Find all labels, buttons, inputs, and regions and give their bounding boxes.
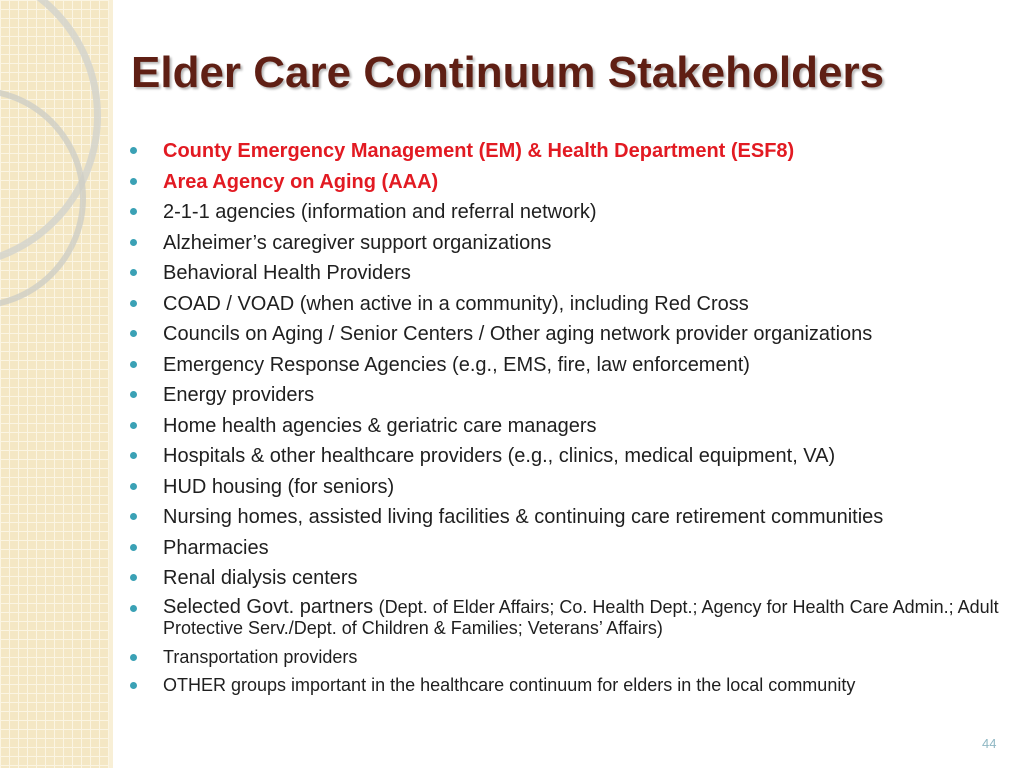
decorative-side-panel: [0, 0, 113, 768]
bullet-icon: [130, 682, 137, 689]
bullet-icon: [130, 208, 137, 215]
list-item-text: OTHER groups important in the healthcare continuum for elders in the local community: [163, 675, 856, 695]
list-item: [130, 322, 1010, 346]
list-item-text: Pharmacies: [163, 536, 269, 559]
list-item-text: HUD housing (for seniors): [163, 475, 395, 498]
list-item: [130, 646, 1010, 668]
list-item: [130, 536, 1010, 560]
side-panel-edge: [109, 0, 113, 768]
list-item: [130, 674, 1010, 696]
bullet-icon: [130, 178, 137, 185]
list-item-text: Nursing homes, assisted living facilities & continuing care retirement communities: [163, 506, 884, 528]
list-item-text: Councils on Aging / Senior Centers / Other aging network provider organizations: [163, 323, 873, 345]
list-item-detail: (Dept. of Elder Affairs; Co. Health Dept.; Agency for Health Care Admin.; Adult Protective Serv./Dept. of Children & Families; Veterans’ Affairs): [163, 596, 999, 638]
list-item: [130, 353, 1010, 377]
page-number: 44: [982, 736, 997, 751]
bullet-icon: [130, 269, 137, 276]
bullet-icon: [130, 330, 137, 337]
bullet-icon: [130, 605, 137, 612]
list-item-text: Renal dialysis centers: [163, 567, 358, 589]
list-item: [130, 231, 1010, 255]
list-item-text: 2-1-1 agencies (information and referral network): [163, 201, 597, 223]
list-item: [130, 139, 1010, 163]
list-item-text: COAD / VOAD (when active in a community), including Red Cross: [163, 292, 749, 315]
bullet-icon: [130, 574, 137, 581]
slide-title: Elder Care Continuum Stakeholders: [131, 48, 885, 97]
bullet-icon: [130, 391, 137, 398]
list-item-text: Transportation providers: [163, 646, 358, 667]
list-item: [130, 170, 1010, 194]
list-item-text: County Emergency Management (EM) & Health Department (ESF8): [163, 140, 795, 162]
list-item: [130, 444, 1010, 468]
bullet-icon: [130, 361, 137, 368]
bullet-icon: [130, 300, 137, 307]
bullet-icon: [130, 513, 137, 520]
bullet-icon: [130, 147, 137, 154]
list-item: [130, 292, 1010, 316]
bullet-icon: [130, 654, 137, 661]
list-item-text: Hospitals & other healthcare providers (e.g., clinics, medical equipment, VA): [163, 445, 836, 467]
list-item: [130, 566, 1010, 590]
list-item-text: Alzheimer’s caregiver support organizations: [163, 231, 552, 254]
bullet-icon: [130, 452, 137, 459]
stakeholder-list: [130, 139, 1010, 703]
bullet-icon: [130, 544, 137, 551]
list-item-text: Home health agencies & geriatric care managers: [163, 414, 597, 437]
list-item-text: Area Agency on Aging (AAA): [163, 170, 439, 193]
bullet-icon: [130, 239, 137, 246]
bullet-icon: [130, 483, 137, 490]
list-item: [130, 200, 1010, 224]
list-item: [130, 414, 1010, 438]
list-item: [130, 383, 1010, 407]
bullet-icon: [130, 422, 137, 429]
list-item-text: Behavioral Health Providers: [163, 262, 411, 284]
list-item: [130, 597, 1010, 639]
list-item-text: Energy providers: [163, 384, 315, 406]
list-item: [130, 475, 1010, 499]
list-item-text: Selected Govt. partners: [163, 595, 374, 618]
list-item-text: Emergency Response Agencies (e.g., EMS, fire, law enforcement): [163, 353, 750, 376]
list-item: [130, 505, 1010, 529]
list-item: [130, 261, 1010, 285]
